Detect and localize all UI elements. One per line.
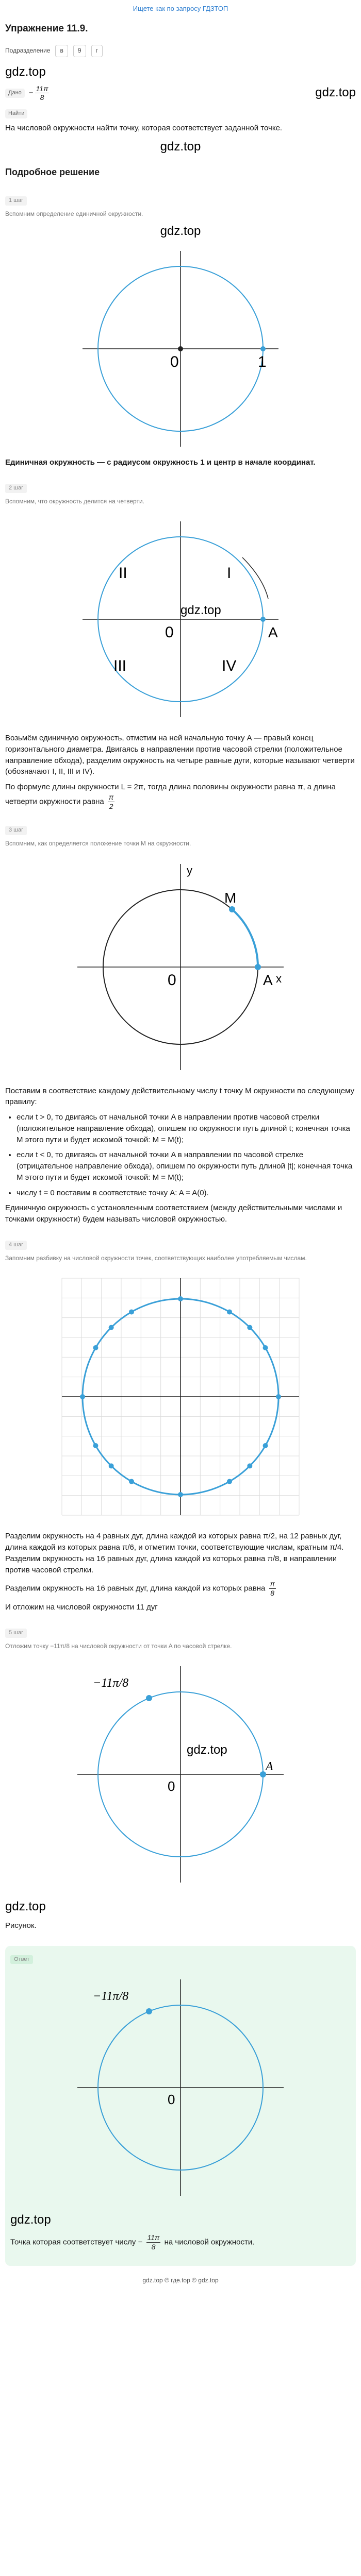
step-4-text3: И отложим на числовой окружности 11 дуг xyxy=(5,1602,158,1612)
step-3-label: 3 шаг xyxy=(5,826,27,835)
point-a xyxy=(255,964,261,970)
step-2-label: 2 шаг xyxy=(5,484,27,493)
watermark-center xyxy=(5,138,356,156)
watermark: gdz.top xyxy=(180,603,221,618)
rule-item: • если t < 0, то двигаясь от начальной точки A в направлении по часовой стрелке (отрицательное направление обхода), опишем по окружности путь длиной |t|; конечная точка M этого пути и будет искомой точкой: M = M(t); xyxy=(17,1149,356,1183)
answer-sign: − xyxy=(138,2238,143,2247)
label-y: y xyxy=(187,863,192,877)
circle-point xyxy=(93,1345,98,1350)
point-answer xyxy=(146,1695,152,1701)
tab-v[interactable]: в xyxy=(55,45,68,57)
step-5-caption: Рисунок. xyxy=(5,1921,37,1930)
circle-point xyxy=(276,1394,281,1399)
watermark-row-1 xyxy=(5,63,356,81)
circle-point xyxy=(80,1394,85,1399)
rules-list xyxy=(17,1112,356,1198)
circle-point xyxy=(178,1492,183,1497)
unit-circle-figure xyxy=(77,246,284,452)
point-answer xyxy=(146,2008,152,2014)
step-5-note: Отложим точку −11π/8 на числовой окружности от точки A по часовой стрелке. xyxy=(5,1642,232,1650)
step-3-note: Вспомним, как определяется положение точки M на окружности. xyxy=(5,840,191,848)
tab-9[interactable]: 9 xyxy=(73,45,86,57)
watermark-row-answer xyxy=(10,2211,351,2229)
label-q1: I xyxy=(227,565,232,582)
step-2-text: Возьмём единичную окружность, отметим на ней начальную точку A — правый конец горизонтального диаметра. Двигаясь в направлении против часовой стрелки (положительное направление обхода), разделим окружность на четыре равные дуги, которые называют четверти (обозначают I, II, III и IV). xyxy=(5,734,355,776)
task-text: На числовой окружности найти точку, которая соответствует заданной точке. xyxy=(5,124,283,133)
direction-arrow xyxy=(242,557,268,599)
condition xyxy=(5,84,356,102)
answer-text-inner: Точка которая соответствует числу xyxy=(10,2238,136,2247)
condition-sign: − xyxy=(28,89,34,97)
circle-point xyxy=(129,1310,134,1315)
step-3-text: Поставим в соответствие каждому действительному числу t точку M окружности по следующему правилу: xyxy=(5,1086,354,1107)
step-4-note: Запомним разбивку на числовой окружности точек, соответствующих наиболее употребляемым числам. xyxy=(5,1254,307,1262)
arc-t xyxy=(232,909,258,967)
step-1-note: Вспомним определение единичной окружности. xyxy=(5,210,143,217)
watermark: gdz.top xyxy=(5,1899,46,1913)
label-x: x xyxy=(276,972,282,985)
quarters-figure xyxy=(72,511,289,727)
circle-point xyxy=(263,1443,268,1448)
step-4-text2 xyxy=(5,1580,356,1598)
step-5-label: 5 шаг xyxy=(5,1629,27,1638)
label-zero: 0 xyxy=(170,353,179,370)
step-1-label: 1 шаг xyxy=(5,196,27,206)
solution-title: Подробное решение xyxy=(5,166,100,177)
watermark: gdz.top xyxy=(10,2213,51,2227)
circle-point xyxy=(129,1479,134,1484)
circle-point xyxy=(109,1325,114,1330)
answer-num: 11π xyxy=(147,2233,160,2242)
step-2-text2-inner: По формуле длины окружности L = 2π, тогда длина половины окружности равна π, а длина четверти окружности равна xyxy=(5,783,336,806)
label-a: A xyxy=(268,624,278,641)
step-1-caption: Единичная окружность — с радиусом окружность 1 и центр в начале координат. xyxy=(5,457,316,467)
label-one: 1 xyxy=(258,353,267,370)
answer-frac xyxy=(146,2233,161,2251)
answer-den: 8 xyxy=(151,2243,156,2251)
watermark-row-5 xyxy=(5,1898,356,1916)
top-link-text[interactable]: Ищете как по запросу ГДЗТОП xyxy=(133,5,228,12)
answer-figure xyxy=(67,1969,294,2206)
label-a: A xyxy=(263,972,273,988)
point-one xyxy=(260,346,266,351)
label-zero: 0 xyxy=(168,1778,175,1794)
rule-item: • числу t = 0 поставим в соответствие точку A: A = A(0). xyxy=(17,1188,356,1199)
watermark: gdz.top xyxy=(315,86,356,100)
step-4-label: 4 шаг xyxy=(5,1241,27,1250)
label-m: M xyxy=(224,889,237,906)
step-2-frac-den: 2 xyxy=(109,802,113,810)
condition-num: 11π xyxy=(36,84,48,93)
step-2-frac-num: π xyxy=(108,792,114,801)
step-4-text2-inner: Разделим окружность на 16 равных дуг, длина каждой из которых равна xyxy=(5,1584,266,1593)
watermark-step1 xyxy=(5,223,356,241)
watermark: gdz.top xyxy=(187,1742,227,1757)
label-a: A xyxy=(266,1759,273,1773)
step-2-note: Вспомним, что окружность делится на четверти. xyxy=(5,497,144,505)
step-4-frac xyxy=(269,1580,276,1598)
label-neg: −11π/8 xyxy=(93,1676,129,1690)
label-q3: III xyxy=(113,657,127,675)
footer: gdz.top © где.top © gdz.top xyxy=(142,2276,219,2284)
condition-den: 8 xyxy=(40,93,44,102)
circle-point xyxy=(178,1296,183,1301)
step-2-text2 xyxy=(5,782,356,810)
circle-point xyxy=(227,1310,232,1315)
tab-g[interactable]: г xyxy=(91,45,103,57)
answer-text xyxy=(10,2233,351,2251)
exercise-section xyxy=(0,22,361,2285)
answer-label: Ответ xyxy=(10,1955,33,1964)
step-3-text2: Единичную окружность с установленным соответствием (между действительными числами и точками окружности) будем называть числовой окружностью. xyxy=(5,1204,342,1224)
circle-point xyxy=(263,1345,268,1350)
circle-point xyxy=(227,1479,232,1484)
circle-point xyxy=(109,1464,114,1469)
point-m-figure xyxy=(67,854,294,1080)
step-4-text: Разделим окружность на 4 равных дуг, длина каждой из которых равна π/2, на 12 равных дуг, длина каждой из которых равна π/6, и отметим точки, соответствующие числам, кратным π/4. Разделим окружность на 16 равных дуг, длина каждой из которых равна π/8, в направлении против часовой стрелки. xyxy=(5,1532,344,1574)
answer-box xyxy=(5,1946,356,2266)
label-zero: 0 xyxy=(168,971,176,989)
condition-frac xyxy=(35,84,50,103)
label-q2: II xyxy=(119,565,127,582)
tabs xyxy=(5,45,356,57)
label-q4: IV xyxy=(222,657,237,675)
label-zero: 0 xyxy=(165,624,174,641)
origin-point xyxy=(178,346,183,351)
step-2-frac xyxy=(108,793,114,811)
solution-figure xyxy=(67,1656,294,1893)
number-circle-figure xyxy=(52,1268,309,1526)
circle-point xyxy=(247,1464,252,1469)
step-4-frac-den: 8 xyxy=(270,1589,275,1598)
condition-hint: Найти xyxy=(5,109,27,118)
answer-suffix: на числовой окружности. xyxy=(164,2238,255,2247)
circle-point xyxy=(93,1443,98,1448)
top-link[interactable] xyxy=(0,0,361,16)
label-zero: 0 xyxy=(168,2092,175,2108)
condition-chip: Дано xyxy=(5,89,25,98)
exercise-title: Упражнение 11.9. xyxy=(5,23,88,34)
circle-point xyxy=(247,1325,252,1330)
watermark: gdz.top xyxy=(160,224,201,239)
step-4-frac-num: π xyxy=(270,1580,275,1588)
watermark: gdz.top xyxy=(5,64,46,79)
label-neg: −11π/8 xyxy=(93,1990,129,2004)
tabs-label: Подразделение xyxy=(5,47,51,55)
watermark: gdz.top xyxy=(160,139,201,154)
point-m xyxy=(229,906,235,912)
point-a xyxy=(260,617,266,622)
rule-item: • если t > 0, то двигаясь от начальной точки A в направлении против часовой стрелки (положительное направление обхода), опишем по окружности путь длиной t; конечная точка M этого пути и будет искомой точкой: M = M(t); xyxy=(17,1112,356,1145)
